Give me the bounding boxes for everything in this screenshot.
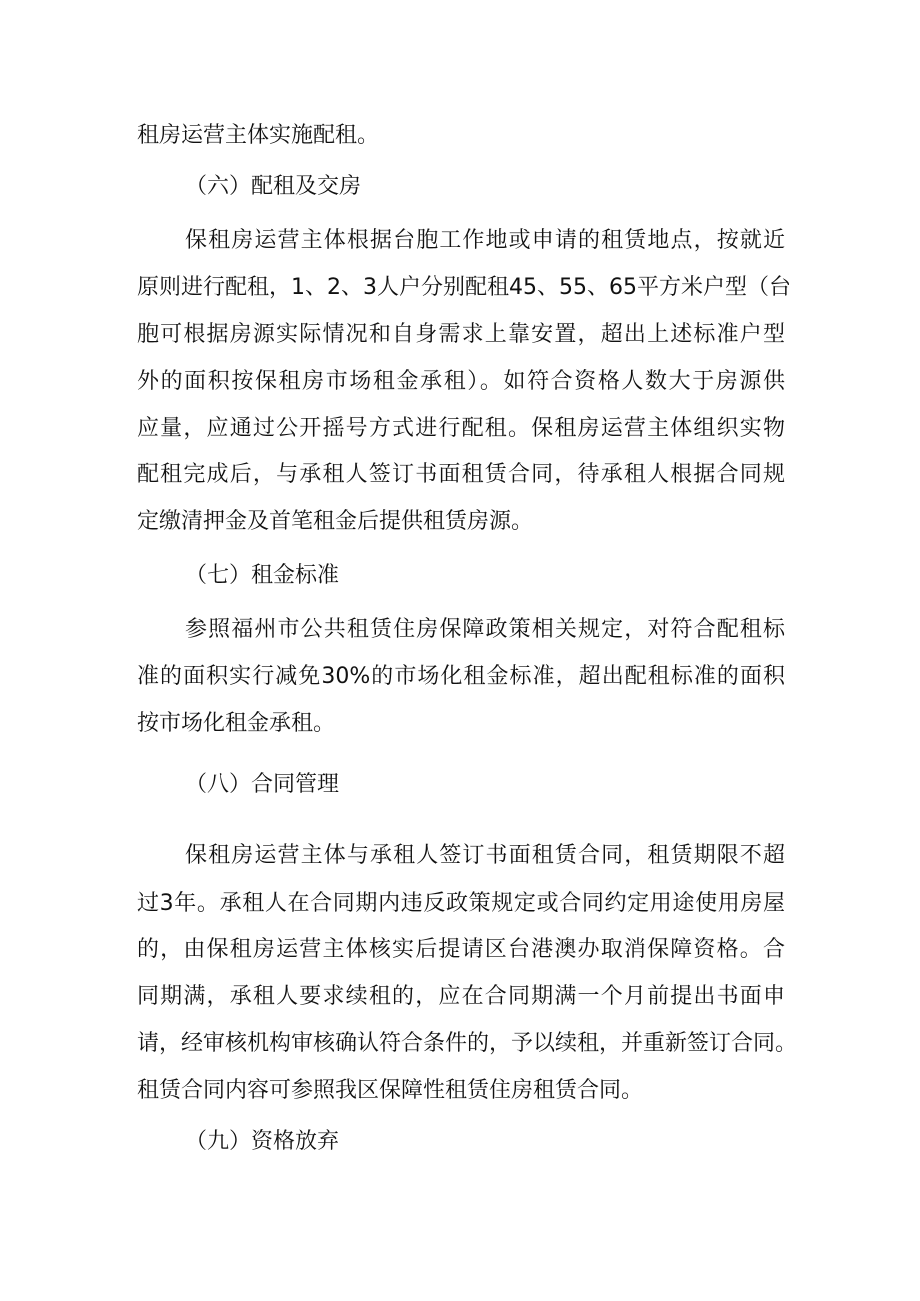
paragraph-line: 参照福州市公共租赁住房保障政策相关规定，对符合配租标	[185, 617, 785, 642]
paragraph-line: 同期满，承租人要求续租的，应在合同期满一个月前提出书面申	[137, 984, 785, 1009]
paragraph-line: 应量，应通过公开摇号方式进行配租。保租房运营主体组织实物	[137, 416, 785, 441]
paragraph-line: 外的面积按保租房市场租金承租）。如符合资格人数大于房源供	[137, 369, 785, 394]
paragraph-line: 保租房运营主体根据台胞工作地或申请的租赁地点，按就近	[185, 228, 785, 253]
paragraph-line: 准的面积实行减免30%的市场化租金标准，超出配租标准的面积	[137, 664, 785, 689]
paragraph-line: 定缴清押金及首笔租金后提供租赁房源。	[137, 509, 534, 534]
paragraph-line: 租赁合同内容可参照我区保障性租赁住房租赁合同。	[137, 1078, 644, 1103]
paragraph-line: 过3年。承租人在合同期内违反政策规定或合同约定用途使用房屋	[137, 891, 785, 916]
paragraph-line: 原则进行配租，1、2、3人户分别配租45、55、65平方米户型（台	[137, 275, 791, 300]
paragraph-line: 的，由保租房运营主体核实后提请区台港澳办取消保障资格。合	[137, 937, 785, 962]
paragraph-line: 配租完成后，与承租人签订书面租赁合同，待承租人根据合同规	[137, 462, 785, 487]
section-heading-nine: （九）资格放弃	[185, 1129, 340, 1154]
section-heading-eight: （八）合同管理	[185, 772, 340, 797]
paragraph-line: 请，经审核机构审核确认符合条件的，予以续租，并重新签订合同。	[137, 1031, 798, 1056]
paragraph-line: 租房运营主体实施配租。	[137, 123, 380, 148]
section-heading-seven: （七）租金标准	[185, 563, 340, 588]
paragraph-line: 按市场化租金承租。	[137, 711, 336, 736]
section-heading-six: （六）配租及交房	[185, 174, 362, 199]
paragraph-line: 胞可根据房源实际情况和自身需求上靠安置，超出上述标准户型	[137, 322, 785, 347]
paragraph-line: 保租房运营主体与承租人签订书面租赁合同，租赁期限不超	[185, 843, 785, 868]
